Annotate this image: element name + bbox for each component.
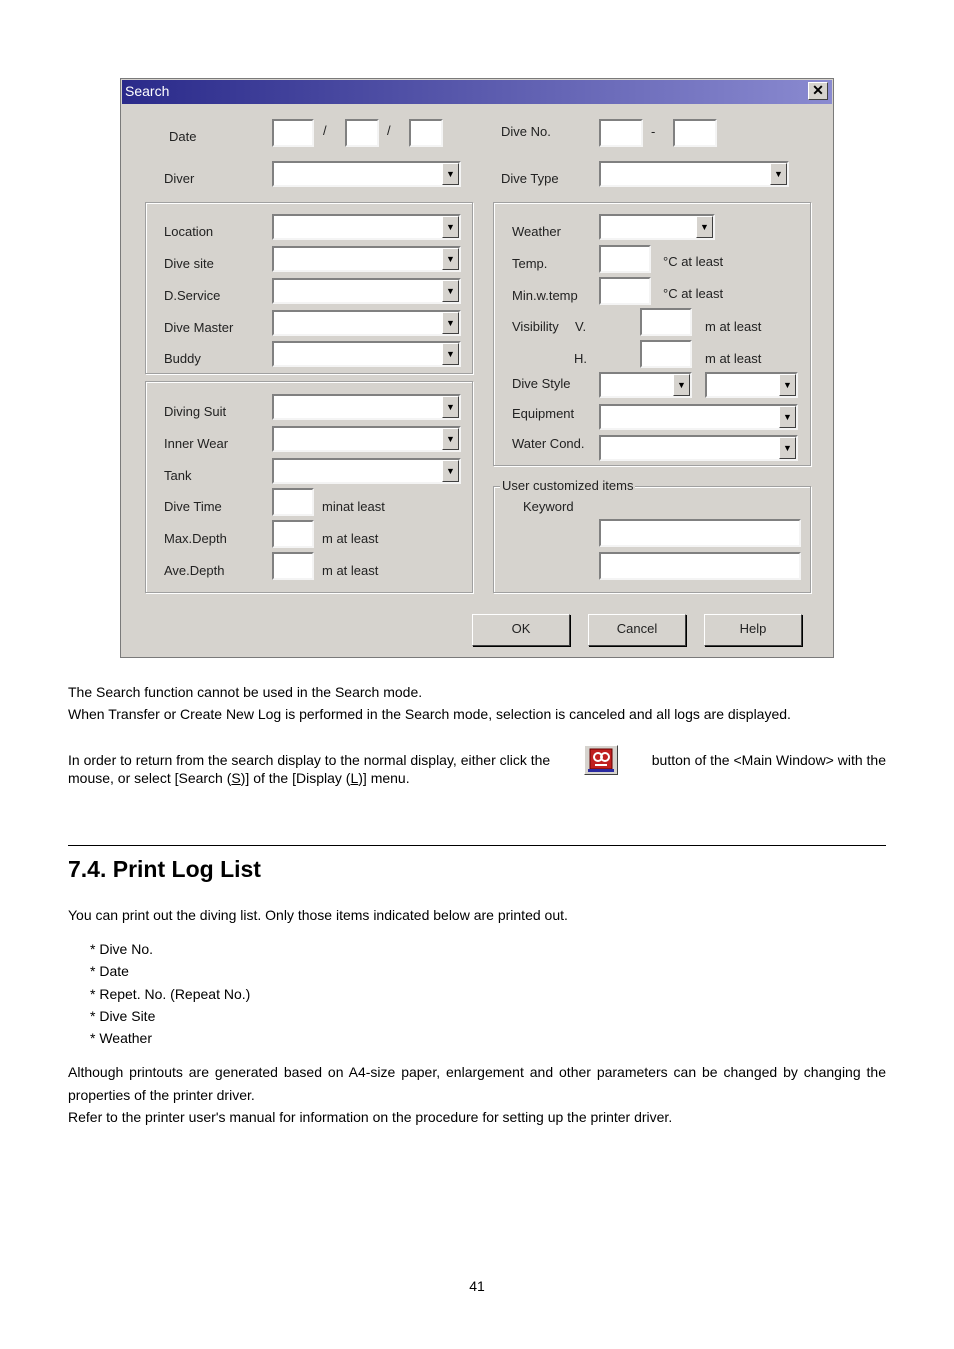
chevron-down-icon: ▼: [696, 216, 713, 238]
list-item: * Dive Site: [90, 1008, 156, 1024]
temp-unit: °C at least: [663, 254, 724, 269]
min-w-temp-input[interactable]: [599, 277, 651, 305]
menu-accelerator: L: [350, 770, 359, 786]
visibility-label: Visibility: [512, 319, 559, 334]
dive-site-select[interactable]: [272, 246, 461, 272]
dive-type-label: Dive Type: [501, 171, 559, 186]
chevron-down-icon: ▼: [442, 312, 459, 334]
chevron-down-icon: ▼: [442, 396, 459, 418]
paragraph-text: mouse, or select [Search (: [68, 770, 232, 786]
dive-no-label: Dive No.: [501, 124, 551, 139]
date-separator: /: [387, 123, 391, 138]
d-service-label: D.Service: [164, 288, 221, 303]
chevron-down-icon: ▼: [779, 374, 796, 396]
temp-label: Temp.: [512, 256, 548, 271]
visibility-h-input[interactable]: [640, 340, 692, 368]
paragraph-text: )] menu.: [358, 770, 410, 786]
max-depth-unit: m at least: [322, 531, 379, 546]
tank-label: Tank: [164, 468, 192, 483]
dialog-titlebar: [122, 80, 832, 104]
ok-button[interactable]: OK: [472, 614, 570, 646]
ave-depth-label: Ave.Depth: [164, 563, 225, 578]
paragraph: The Search function cannot be used in the Search mode.: [68, 684, 423, 700]
chevron-down-icon: ▼: [673, 374, 690, 396]
visibility-h-label: H.: [574, 351, 587, 366]
list-item: * Repet. No. (Repeat No.): [90, 986, 251, 1002]
equipment-label: Equipment: [512, 406, 575, 421]
diver-select[interactable]: [272, 161, 461, 187]
visibility-v-label: V.: [575, 319, 587, 334]
paragraph: Refer to the printer user's manual for information on the procedure for setting up the printer driver.: [68, 1109, 673, 1125]
paragraph: Although printouts are generated based on A4-size paper, enlargement and other parameters can be changed by changing the properties of the printer driver.: [68, 1064, 886, 1103]
paragraph-text: button of the <Main Window> with the: [651, 752, 886, 768]
section-heading: 7.4. Print Log List: [68, 856, 261, 882]
dive-time-label: Dive Time: [164, 499, 222, 514]
max-depth-input[interactable]: [272, 520, 314, 548]
diving-suit-label: Diving Suit: [164, 404, 227, 419]
diver-label: Diver: [164, 171, 195, 186]
keyword-label: Keyword: [523, 499, 574, 514]
dive-no-separator: -: [651, 124, 656, 139]
dive-master-select[interactable]: [272, 310, 461, 336]
dialog-title: Search: [125, 83, 170, 99]
chevron-down-icon: ▼: [442, 216, 459, 238]
chevron-down-icon: ▼: [442, 428, 459, 450]
equipment-select[interactable]: [599, 404, 798, 430]
paragraph: You can print out the diving list. Only those items indicated below are printed out.: [68, 907, 568, 923]
dive-time-unit: minat least: [322, 499, 385, 514]
list-item: * Dive No.: [90, 941, 154, 957]
date-label: Date: [169, 129, 197, 144]
dive-site-label: Dive site: [164, 256, 214, 271]
location-label: Location: [164, 224, 214, 239]
inner-wear-label: Inner Wear: [164, 436, 229, 451]
weather-select[interactable]: [599, 214, 715, 240]
user-customized-label: User customized items: [502, 478, 634, 493]
paragraph: When Transfer or Create New Log is performed in the Search mode, selection is canceled and all logs are displayed.: [68, 706, 791, 722]
list-item: * Date: [90, 963, 129, 979]
weather-label: Weather: [512, 224, 561, 239]
water-cond-select[interactable]: [599, 435, 798, 461]
date-separator: /: [323, 123, 327, 138]
dive-style-select-1[interactable]: [599, 372, 692, 398]
chevron-down-icon: ▼: [779, 406, 796, 428]
water-cond-label: Water Cond.: [512, 436, 585, 451]
min-w-temp-label: Min.w.temp: [512, 288, 578, 303]
ave-depth-input[interactable]: [272, 552, 314, 580]
date-day-input[interactable]: [409, 119, 443, 147]
dive-time-input[interactable]: [272, 488, 314, 516]
dive-type-select[interactable]: [599, 161, 789, 187]
visibility-h-unit: m at least: [705, 351, 762, 366]
chevron-down-icon: ▼: [779, 437, 796, 459]
cancel-button[interactable]: Cancel: [588, 614, 686, 646]
dive-style-select-2[interactable]: [705, 372, 798, 398]
chevron-down-icon: ▼: [770, 163, 787, 185]
list-item: * Weather: [90, 1030, 152, 1046]
page-number: 41: [469, 1278, 485, 1294]
chevron-down-icon: ▼: [442, 248, 459, 270]
keyword-input-1[interactable]: [599, 519, 801, 547]
location-select[interactable]: [272, 214, 461, 240]
ave-depth-unit: m at least: [322, 563, 379, 578]
chevron-down-icon: ▼: [442, 343, 459, 365]
menu-accelerator: S: [231, 770, 241, 786]
dive-style-label: Dive Style: [512, 376, 571, 391]
chevron-down-icon: ▼: [442, 280, 459, 302]
dive-no-to-input[interactable]: [673, 119, 717, 147]
paragraph-text: In order to return from the search display to the normal display, either click the: [68, 752, 551, 768]
dive-master-label: Dive Master: [164, 320, 234, 335]
date-month-input[interactable]: [345, 119, 379, 147]
search-dialog: [120, 78, 834, 658]
buddy-label: Buddy: [164, 351, 201, 366]
temp-input[interactable]: [599, 245, 651, 273]
help-button[interactable]: Help: [704, 614, 802, 646]
chevron-down-icon: ▼: [442, 163, 459, 185]
keyword-input-2[interactable]: [599, 552, 801, 580]
section-divider: [68, 845, 886, 846]
date-year-input[interactable]: [272, 119, 314, 147]
d-service-select[interactable]: [272, 278, 461, 304]
visibility-v-unit: m at least: [705, 319, 762, 334]
tank-select[interactable]: [272, 458, 461, 484]
paragraph-line: [68, 767, 886, 789]
paragraph-text: )] of the [Display (: [240, 770, 351, 786]
dive-no-from-input[interactable]: [599, 119, 643, 147]
diving-suit-select[interactable]: [272, 394, 461, 420]
min-w-temp-unit: °C at least: [663, 286, 724, 301]
close-icon[interactable]: ✕: [808, 82, 828, 100]
buddy-select[interactable]: [272, 341, 461, 367]
max-depth-label: Max.Depth: [164, 531, 227, 546]
visibility-v-input[interactable]: [640, 308, 692, 336]
inner-wear-select[interactable]: [272, 426, 461, 452]
chevron-down-icon: ▼: [442, 460, 459, 482]
